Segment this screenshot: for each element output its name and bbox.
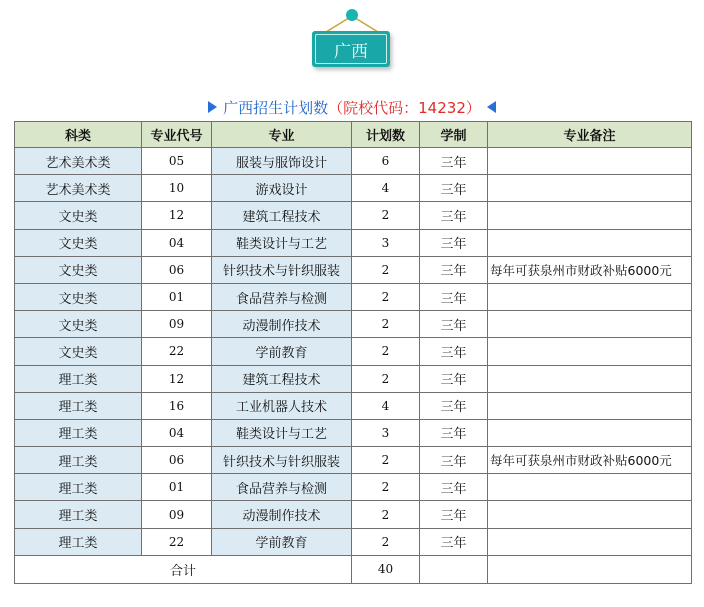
table-row <box>15 338 692 365</box>
cell-major: 建筑工程技术 <box>212 365 352 392</box>
cell-note <box>488 474 692 501</box>
cell-duration: 三年 <box>420 365 488 392</box>
region-sign <box>0 0 704 80</box>
cell-plan: 2 <box>352 528 420 555</box>
cell-category: 文史类 <box>15 338 142 365</box>
cell-duration: 三年 <box>420 338 488 365</box>
header-code: 专业代号 <box>142 122 212 148</box>
header-plan: 计划数 <box>352 122 420 148</box>
table-row <box>15 447 692 474</box>
cell-plan: 2 <box>352 365 420 392</box>
table-row <box>15 283 692 310</box>
cell-major: 动漫制作技术 <box>212 311 352 338</box>
cell-code: 16 <box>142 392 212 419</box>
cell-duration: 三年 <box>420 474 488 501</box>
cell-note <box>488 392 692 419</box>
triangle-right-icon <box>208 101 217 113</box>
header-category: 科类 <box>15 122 142 148</box>
cell-plan: 2 <box>352 311 420 338</box>
cell-code: 22 <box>142 338 212 365</box>
header-duration: 学制 <box>420 122 488 148</box>
cell-duration: 三年 <box>420 175 488 202</box>
cell-note <box>488 501 692 528</box>
cell-major: 学前教育 <box>212 338 352 365</box>
cell-duration: 三年 <box>420 447 488 474</box>
table-row <box>15 148 692 175</box>
cell-plan: 2 <box>352 338 420 365</box>
cell-category: 理工类 <box>15 528 142 555</box>
cell-plan: 6 <box>352 148 420 175</box>
cell-note <box>488 365 692 392</box>
cell-category: 理工类 <box>15 365 142 392</box>
cell-plan: 2 <box>352 501 420 528</box>
cell-note: 每年可获泉州市财政补贴6000元 <box>488 447 692 474</box>
cell-duration: 三年 <box>420 419 488 446</box>
cell-duration: 三年 <box>420 501 488 528</box>
cell-duration: 三年 <box>420 528 488 555</box>
cell-category: 文史类 <box>15 311 142 338</box>
cell-category: 文史类 <box>15 256 142 283</box>
table-row <box>15 528 692 555</box>
cell-category: 理工类 <box>15 474 142 501</box>
cell-major: 针织技术与针织服装 <box>212 447 352 474</box>
table-row <box>15 202 692 229</box>
cell-note <box>488 283 692 310</box>
cell-category: 理工类 <box>15 419 142 446</box>
total-label: 合计 <box>15 555 352 583</box>
header-major: 专业 <box>212 122 352 148</box>
cell-category: 理工类 <box>15 392 142 419</box>
cell-major: 动漫制作技术 <box>212 501 352 528</box>
table-row <box>15 501 692 528</box>
cell-major: 食品营养与检测 <box>212 283 352 310</box>
cell-plan: 2 <box>352 256 420 283</box>
table-row <box>15 175 692 202</box>
cell-plan: 4 <box>352 175 420 202</box>
cell-plan: 3 <box>352 419 420 446</box>
cell-code: 12 <box>142 365 212 392</box>
cell-code: 12 <box>142 202 212 229</box>
region-label-box <box>312 31 390 67</box>
cell-category: 文史类 <box>15 283 142 310</box>
cell-category: 艺术美术类 <box>15 175 142 202</box>
cell-major: 食品营养与检测 <box>212 474 352 501</box>
region-label: 广西 <box>315 34 387 64</box>
cell-code: 09 <box>142 311 212 338</box>
cell-category: 文史类 <box>15 229 142 256</box>
cell-code: 10 <box>142 175 212 202</box>
cell-note <box>488 229 692 256</box>
cell-code: 09 <box>142 501 212 528</box>
cell-duration: 三年 <box>420 202 488 229</box>
page-title <box>0 96 704 118</box>
cell-major: 工业机器人技术 <box>212 392 352 419</box>
cell-category: 艺术美术类 <box>15 148 142 175</box>
cell-duration: 三年 <box>420 256 488 283</box>
cell-major: 鞋类设计与工艺 <box>212 419 352 446</box>
table-header-row <box>15 122 692 148</box>
cell-note: 每年可获泉州市财政补贴6000元 <box>488 256 692 283</box>
table-row <box>15 311 692 338</box>
triangle-left-icon <box>487 101 496 113</box>
cell-category: 理工类 <box>15 447 142 474</box>
cell-plan: 3 <box>352 229 420 256</box>
cell-code: 06 <box>142 447 212 474</box>
cell-code: 04 <box>142 229 212 256</box>
cell-major: 服装与服饰设计 <box>212 148 352 175</box>
table-row <box>15 365 692 392</box>
cell-note <box>488 528 692 555</box>
cell-note <box>488 419 692 446</box>
cell-duration: 三年 <box>420 311 488 338</box>
cell-note <box>488 311 692 338</box>
total-empty-cell <box>488 555 692 583</box>
cell-note <box>488 175 692 202</box>
cell-category: 文史类 <box>15 202 142 229</box>
cell-code: 22 <box>142 528 212 555</box>
title-main: 广西招生计划数 <box>223 98 329 117</box>
header-note: 专业备注 <box>488 122 692 148</box>
cell-major: 建筑工程技术 <box>212 202 352 229</box>
table-row <box>15 419 692 446</box>
cell-major: 游戏设计 <box>212 175 352 202</box>
title-code: （院校代码：14232） <box>328 98 481 117</box>
table-row <box>15 256 692 283</box>
cell-plan: 2 <box>352 202 420 229</box>
cell-code: 01 <box>142 283 212 310</box>
cell-plan: 2 <box>352 447 420 474</box>
total-empty-cell <box>420 555 488 583</box>
cell-plan: 2 <box>352 283 420 310</box>
cell-code: 06 <box>142 256 212 283</box>
table-row <box>15 229 692 256</box>
cell-code: 01 <box>142 474 212 501</box>
cell-major: 鞋类设计与工艺 <box>212 229 352 256</box>
total-row <box>15 555 692 583</box>
cell-category: 理工类 <box>15 501 142 528</box>
cell-duration: 三年 <box>420 283 488 310</box>
table-row <box>15 474 692 501</box>
cell-note <box>488 148 692 175</box>
total-value: 40 <box>352 555 420 583</box>
cell-note <box>488 202 692 229</box>
table-row <box>15 392 692 419</box>
cell-duration: 三年 <box>420 229 488 256</box>
enrollment-table <box>14 121 692 584</box>
pin-icon <box>346 9 358 21</box>
cell-major: 针织技术与针织服装 <box>212 256 352 283</box>
cell-duration: 三年 <box>420 392 488 419</box>
cell-major: 学前教育 <box>212 528 352 555</box>
cell-duration: 三年 <box>420 148 488 175</box>
cell-code: 04 <box>142 419 212 446</box>
cell-note <box>488 338 692 365</box>
cell-plan: 2 <box>352 474 420 501</box>
cell-code: 05 <box>142 148 212 175</box>
cell-plan: 4 <box>352 392 420 419</box>
